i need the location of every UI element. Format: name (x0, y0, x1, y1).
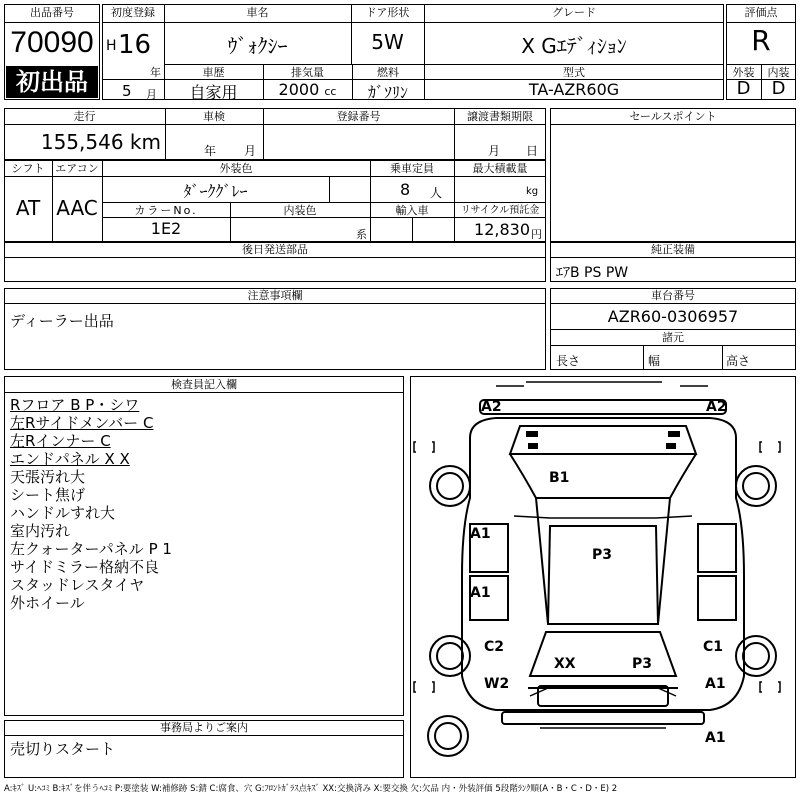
reg-year-unit: 年 (150, 66, 161, 79)
history-label: 車歴 (202, 66, 225, 79)
inspector-item: 外ホイール (10, 594, 85, 612)
length-label: 長さ (556, 354, 581, 368)
damage-mark: A2 (481, 399, 502, 415)
inspector-item: 室内汚れ (10, 522, 71, 540)
office-label: 事務局よりご案内 (160, 721, 248, 734)
transfer-label: 譲渡書類期限 (467, 110, 533, 123)
recycle-label: リサイクル預託金 (460, 205, 540, 216)
name-label: 車名 (246, 6, 269, 19)
inspector-item: 天張汚れ大 (10, 468, 86, 486)
damage-mark: C1 (703, 639, 724, 655)
spec-label: 諸元 (662, 331, 684, 344)
lot-label: 出品番号 (30, 6, 74, 19)
load-label: 最大積載量 (472, 162, 528, 175)
inspector-item: ハンドルすれ大 (10, 504, 116, 522)
chassis-number: AZR60-0306957 (607, 307, 739, 326)
later-parts-label: 後日発送部品 (242, 243, 308, 256)
reg-era: H (106, 38, 117, 54)
capacity-unit: 人 (430, 186, 443, 200)
recycle-unit: 円 (531, 228, 542, 241)
disp-value: 2000 (278, 80, 320, 99)
ext-score: D (736, 78, 751, 99)
inspector-label: 検査員記入欄 (171, 378, 237, 391)
car-diagram (410, 376, 796, 778)
int-label: 内装 (767, 66, 790, 79)
grade: X Gｴﾃﾞｨｼｮﾝ (521, 34, 627, 58)
height-label: 高さ (726, 354, 751, 368)
model-label: 型式 (563, 66, 585, 79)
fuel-label: 燃料 (377, 66, 399, 79)
transfer-day-unit: 日 (526, 144, 539, 158)
width-label: 幅 (648, 354, 661, 368)
plate-label: 登録番号 (336, 110, 381, 123)
inspector-item: 左Rサイドメンバー C (10, 414, 154, 432)
damage-mark: A1 (705, 676, 726, 692)
damage-mark: B1 (549, 470, 570, 486)
inspector-item: サイドミラー格納不良 (10, 558, 159, 576)
disp-label: 排気量 (291, 66, 324, 79)
grade-label: グレード (552, 6, 596, 19)
inspector-item: 左クォーターパネル P 1 (10, 540, 172, 558)
legend: A:ｷｽﾞ U:ﾍｺﾐ B:ｷｽﾞを伴うﾍｺﾐ P:要塗装 W:補修跡 S:錆 C:腐食、穴 G:ﾌﾛﾝﾄｶﾞﾗｽ点ｷｽﾞ XX:交換済み X:要交換 欠:欠品 内・外装評価 5段階ﾗﾝｸ順(A・B・C・D・E) 2 (4, 784, 618, 794)
shift-label: シフト (11, 162, 45, 175)
recycle: 12,830 (474, 220, 530, 239)
damage-mark: C2 (484, 639, 505, 655)
inspector-item: エンドパネル X X (10, 450, 130, 468)
damage-mark: A2 (706, 399, 727, 415)
car-name: ｳﾞｫｸｼｰ (227, 34, 288, 58)
notes-label: 注意事項欄 (247, 289, 303, 302)
shift: AT (15, 196, 41, 220)
capacity: 8 (400, 180, 411, 199)
damage-mark: A1 (470, 585, 491, 601)
int-score: D (771, 78, 786, 99)
reg-month: 5 (122, 82, 132, 100)
sales-point-box (550, 108, 796, 242)
inspector-item: シート焦げ (10, 486, 86, 504)
displacement (263, 80, 352, 99)
insp-month-unit: 月 (244, 144, 257, 158)
load-unit: kg (526, 186, 539, 197)
equipment: ｴｱB PS PW (556, 265, 629, 281)
ext-label: 外装 (732, 66, 755, 79)
score-label: 評価点 (744, 6, 778, 19)
score: R (751, 24, 771, 57)
int-color-unit: 系 (356, 228, 367, 241)
ac: AAC (56, 196, 98, 220)
sales-label: セールスポイント (629, 110, 717, 123)
capacity-label: 乗車定員 (390, 162, 434, 175)
damage-mark: P3 (632, 656, 653, 672)
notes: ディーラー出品 (10, 312, 114, 330)
color-no-label: カラーNo. (134, 204, 198, 217)
inspection-label: 車検 (203, 110, 225, 123)
lot-number: 70090 (10, 26, 94, 59)
reg-label: 初度登録 (111, 6, 155, 19)
inspector-item: Rフロア B P・シワ (10, 396, 140, 414)
mileage-label: 走行 (73, 110, 96, 123)
reg-year: 16 (118, 30, 152, 60)
first-listing-badge: 初出品 (6, 66, 98, 98)
chassis-label: 車台番号 (651, 289, 695, 302)
inspector-item: 左Rインナー C (10, 432, 111, 450)
inspector-list (10, 396, 172, 612)
inspector-item: スタッドレスタイヤ (10, 576, 145, 594)
damage-mark: A1 (705, 730, 726, 746)
fuel: ｶﾞｿﾘﾝ (367, 83, 408, 102)
import-label: 輸入車 (395, 204, 429, 217)
damage-mark: W2 (484, 676, 510, 692)
reg-month-unit: 月 (146, 88, 157, 101)
damage-mark: P3 (592, 547, 613, 563)
ext-color-label: 外装色 (219, 162, 253, 175)
insp-year-unit: 年 (204, 144, 217, 158)
model: TA-AZR60G (528, 80, 620, 99)
damage-mark: A1 (470, 526, 491, 542)
ac-label: エアコン (55, 162, 99, 175)
ext-color: ﾀﾞｰｸｸﾞﾚｰ (183, 182, 248, 201)
transfer-month-unit: 月 (488, 144, 501, 158)
equipment-label: 純正装備 (651, 243, 695, 256)
office-note: 売切りスタート (10, 740, 116, 758)
door-label: ドア形状 (365, 6, 410, 19)
color-no: 1E2 (150, 219, 182, 238)
door-type: 5W (371, 30, 404, 54)
disp-unit: cc (324, 85, 337, 98)
damage-mark: XX (554, 656, 576, 672)
mileage: 155,546 km (40, 130, 161, 154)
history: 自家用 (189, 83, 238, 102)
int-color-label: 内装色 (283, 204, 317, 217)
